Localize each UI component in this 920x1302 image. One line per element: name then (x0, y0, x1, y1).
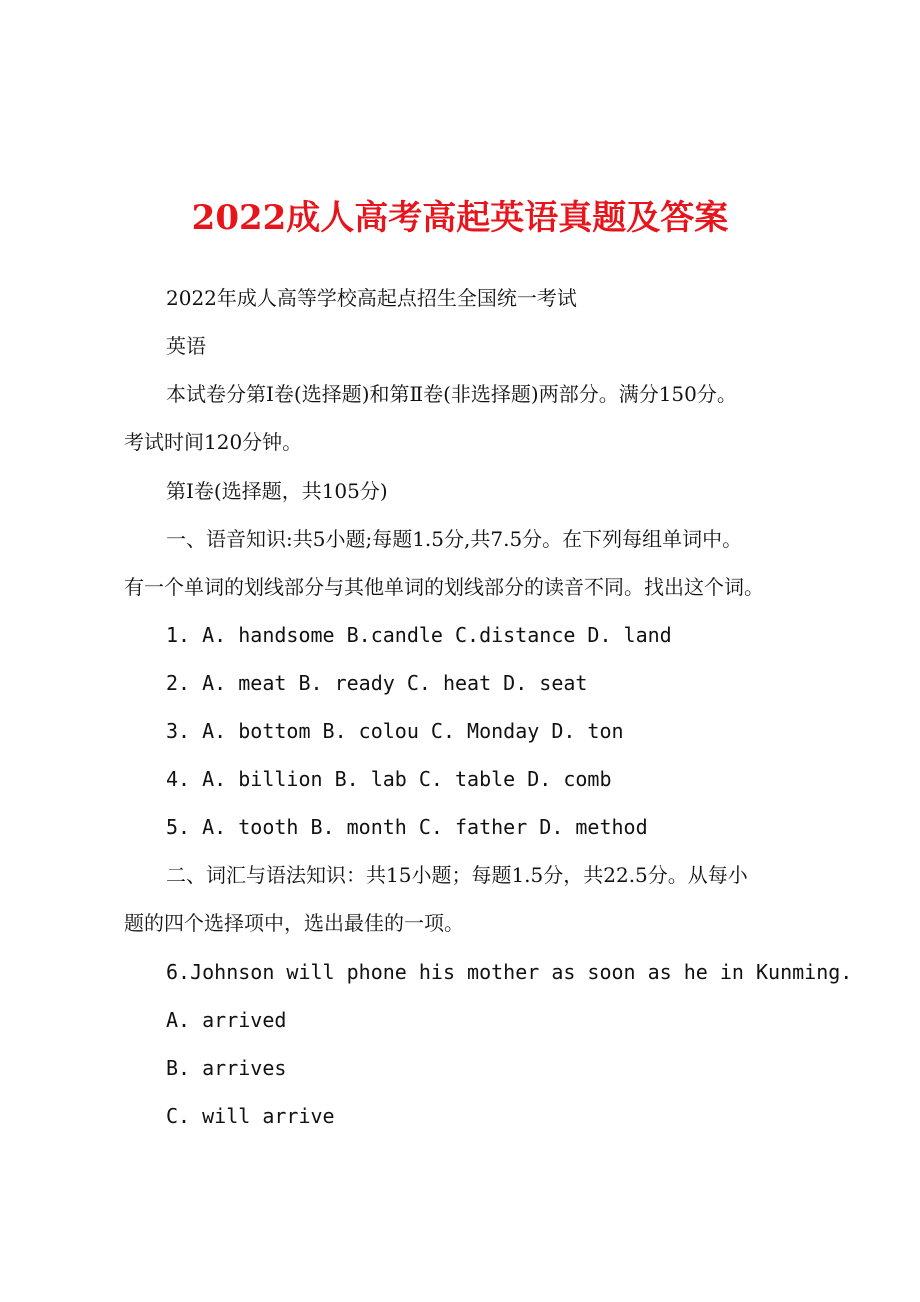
phonetics-question-2: 2. A. meat B. ready C. heat D. seat (166, 671, 588, 695)
exam-name: 2022年成人高等学校高起点招生全国统一考试 (166, 286, 577, 310)
phonetics-question-3: 3. A. bottom B. colou C. Monday D. ton (166, 719, 624, 743)
part1-heading: 第Ⅰ卷(选择题，共105分) (166, 479, 388, 503)
phonetics-question-5: 5. A. tooth B. month C. father D. method (166, 815, 648, 839)
section2-instructions-line-2: 题的四个选择项中，选出最佳的一项。 (124, 911, 464, 935)
intro-paragraph-line-1: 本试卷分第Ⅰ卷(选择题)和第Ⅱ卷(非选择题)两部分。满分150分。 (166, 382, 737, 406)
document-title: 2022成人高考高起英语真题及答案 (191, 198, 729, 238)
intro-paragraph-line-2: 考试时间120分钟。 (124, 430, 303, 454)
question-6-option-c: C. will arrive (166, 1104, 335, 1128)
section1-instructions-line-1: 一、语音知识:共5小题;每题1.5分,共7.5分。在下列每组单词中。 (166, 527, 743, 551)
phonetics-question-4: 4. A. billion B. lab C. table D. comb (166, 767, 612, 791)
phonetics-question-1: 1. A. handsome B.candle C.distance D. land (166, 623, 672, 647)
question-6-option-b: B. arrives (166, 1056, 287, 1080)
subject-label: 英语 (166, 334, 206, 358)
question-6-option-a: A. arrived (166, 1008, 287, 1032)
section1-instructions-line-2: 有一个单词的划线部分与其他单词的划线部分的读音不同。找出这个词。 (124, 575, 764, 599)
section2-instructions-line-1: 二、词汇与语法知识：共15小题；每题1.5分，共22.5分。从每小 (166, 863, 748, 887)
question-6-stem: 6.Johnson will phone his mother as soon as he in Kunming. (166, 960, 853, 984)
